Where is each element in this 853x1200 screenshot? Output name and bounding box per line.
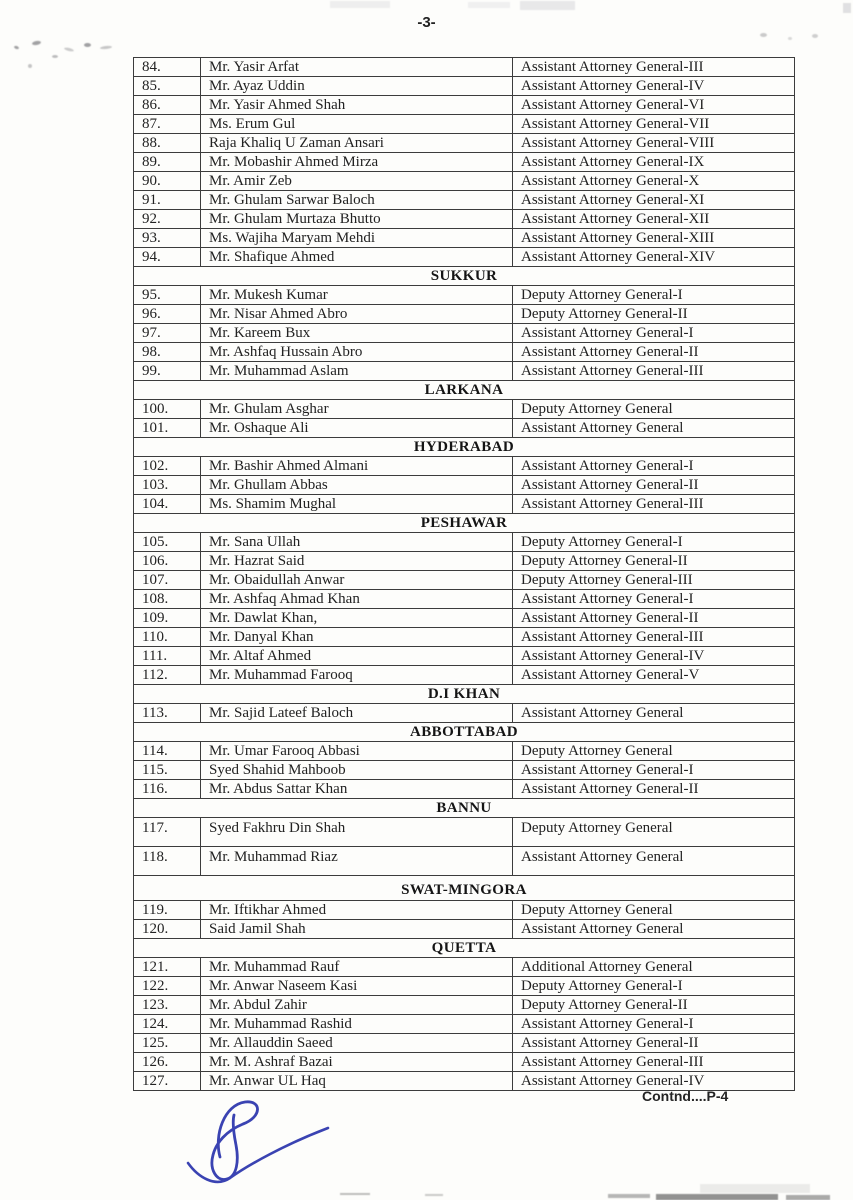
table-row <box>134 704 795 723</box>
serial-cell: 99. <box>134 362 201 381</box>
section-header-row <box>134 876 795 901</box>
table-row <box>134 847 795 876</box>
serial-cell: 85. <box>134 77 201 96</box>
serial-cell: 95. <box>134 286 201 305</box>
pencil-mark <box>812 34 818 38</box>
position-cell: Assistant Attorney General-IV <box>513 77 795 96</box>
serial-cell: 125. <box>134 1034 201 1053</box>
serial-cell: 111. <box>134 647 201 666</box>
serial-cell: 100. <box>134 400 201 419</box>
position-cell: Assistant Attorney General-III <box>513 628 795 647</box>
table-row <box>134 134 795 153</box>
section-city-cell: SUKKUR <box>134 267 795 286</box>
position-cell: Assistant Attorney General-VI <box>513 96 795 115</box>
position-cell: Assistant Attorney General-I <box>513 324 795 343</box>
name-cell: Mr. Anwar Naseem Kasi <box>201 977 513 996</box>
name-cell: Mr. Abdus Sattar Khan <box>201 780 513 799</box>
table-row <box>134 400 795 419</box>
table-row <box>134 210 795 229</box>
section-header-row <box>134 799 795 818</box>
serial-cell: 98. <box>134 343 201 362</box>
table-row <box>134 780 795 799</box>
serial-cell: 92. <box>134 210 201 229</box>
table-row <box>134 996 795 1015</box>
position-cell: Deputy Attorney General-II <box>513 552 795 571</box>
name-cell: Mr. Ashfaq Hussain Abro <box>201 343 513 362</box>
serial-cell: 113. <box>134 704 201 723</box>
table-row <box>134 552 795 571</box>
position-cell: Deputy Attorney General-II <box>513 305 795 324</box>
serial-cell: 103. <box>134 476 201 495</box>
table-row <box>134 1015 795 1034</box>
table-row <box>134 191 795 210</box>
name-cell: Mr. Allauddin Saeed <box>201 1034 513 1053</box>
section-header-row <box>134 514 795 533</box>
pencil-mark <box>28 64 32 68</box>
table-row <box>134 324 795 343</box>
name-cell: Mr. Ghulam Murtaza Bhutto <box>201 210 513 229</box>
position-cell: Assistant Attorney General-I <box>513 1015 795 1034</box>
name-cell: Syed Fakhru Din Shah <box>201 818 513 847</box>
position-cell: Deputy Attorney General-I <box>513 977 795 996</box>
name-cell: Mr. Muhammad Farooq <box>201 666 513 685</box>
position-cell: Assistant Attorney General-II <box>513 1034 795 1053</box>
position-cell: Assistant Attorney General-I <box>513 590 795 609</box>
serial-cell: 123. <box>134 996 201 1015</box>
serial-cell: 88. <box>134 134 201 153</box>
name-cell: Mr. Muhammad Rauf <box>201 958 513 977</box>
name-cell: Syed Shahid Mahboob <box>201 761 513 780</box>
pencil-mark <box>64 47 74 52</box>
table-row <box>134 901 795 920</box>
serial-cell: 118. <box>134 847 201 876</box>
position-cell: Assistant Attorney General-XIV <box>513 248 795 267</box>
serial-cell: 126. <box>134 1053 201 1072</box>
table-row <box>134 647 795 666</box>
section-city-cell: PESHAWAR <box>134 514 795 533</box>
section-header-row <box>134 267 795 286</box>
name-cell: Mr. Hazrat Said <box>201 552 513 571</box>
scan-smudge <box>843 3 851 13</box>
table-row <box>134 343 795 362</box>
scan-smudge <box>786 1195 830 1200</box>
serial-cell: 87. <box>134 115 201 134</box>
scan-smudge <box>656 1194 778 1200</box>
pencil-mark <box>32 40 42 46</box>
name-cell: Ms. Erum Gul <box>201 115 513 134</box>
table-row <box>134 1053 795 1072</box>
serial-cell: 117. <box>134 818 201 847</box>
position-cell: Assistant Attorney General-III <box>513 495 795 514</box>
serial-cell: 121. <box>134 958 201 977</box>
position-cell: Assistant Attorney General-II <box>513 609 795 628</box>
table-row <box>134 571 795 590</box>
name-cell: Mr. Danyal Khan <box>201 628 513 647</box>
name-cell: Mr. Dawlat Khan, <box>201 609 513 628</box>
table-row <box>134 58 795 77</box>
table-row <box>134 495 795 514</box>
serial-cell: 108. <box>134 590 201 609</box>
table-row <box>134 958 795 977</box>
serial-cell: 120. <box>134 920 201 939</box>
serial-cell: 116. <box>134 780 201 799</box>
section-header-row <box>134 438 795 457</box>
signature <box>168 1093 343 1193</box>
position-cell: Deputy Attorney General-III <box>513 571 795 590</box>
serial-cell: 96. <box>134 305 201 324</box>
serial-cell: 86. <box>134 96 201 115</box>
serial-cell: 102. <box>134 457 201 476</box>
name-cell: Mr. Iftikhar Ahmed <box>201 901 513 920</box>
position-cell: Assistant Attorney General-XIII <box>513 229 795 248</box>
position-cell: Assistant Attorney General <box>513 704 795 723</box>
table-row <box>134 533 795 552</box>
position-cell: Assistant Attorney General <box>513 847 795 876</box>
serial-cell: 114. <box>134 742 201 761</box>
position-cell: Deputy Attorney General <box>513 901 795 920</box>
position-cell: Assistant Attorney General-IV <box>513 647 795 666</box>
table-row <box>134 96 795 115</box>
position-cell: Assistant Attorney General-III <box>513 1053 795 1072</box>
serial-cell: 109. <box>134 609 201 628</box>
pencil-mark <box>52 55 58 58</box>
table-row <box>134 920 795 939</box>
position-cell: Deputy Attorney General <box>513 400 795 419</box>
name-cell: Mr. Kareem Bux <box>201 324 513 343</box>
name-cell: Mr. Nisar Ahmed Abro <box>201 305 513 324</box>
pencil-mark <box>788 37 792 40</box>
position-cell: Assistant Attorney General <box>513 920 795 939</box>
name-cell: Raja Khaliq U Zaman Ansari <box>201 134 513 153</box>
name-cell: Mr. Yasir Arfat <box>201 58 513 77</box>
serial-cell: 90. <box>134 172 201 191</box>
position-cell: Deputy Attorney General <box>513 818 795 847</box>
name-cell: Mr. Mobashir Ahmed Mirza <box>201 153 513 172</box>
table-row <box>134 761 795 780</box>
section-city-cell: LARKANA <box>134 381 795 400</box>
name-cell: Mr. Ashfaq Ahmad Khan <box>201 590 513 609</box>
table-row <box>134 419 795 438</box>
position-cell: Assistant Attorney General-III <box>513 58 795 77</box>
serial-cell: 122. <box>134 977 201 996</box>
position-cell: Assistant Attorney General-X <box>513 172 795 191</box>
name-cell: Mr. Mukesh Kumar <box>201 286 513 305</box>
signature-ink-icon <box>168 1093 343 1193</box>
serial-cell: 93. <box>134 229 201 248</box>
table-row <box>134 457 795 476</box>
position-cell: Assistant Attorney General-IX <box>513 153 795 172</box>
serial-cell: 124. <box>134 1015 201 1034</box>
table-row <box>134 362 795 381</box>
serial-cell: 89. <box>134 153 201 172</box>
name-cell: Mr. Anwar UL Haq <box>201 1072 513 1091</box>
position-cell: Assistant Attorney General-II <box>513 780 795 799</box>
name-cell: Mr. Muhammad Aslam <box>201 362 513 381</box>
name-cell: Ms. Shamim Mughal <box>201 495 513 514</box>
scan-smudge <box>425 1194 443 1196</box>
serial-cell: 94. <box>134 248 201 267</box>
name-cell: Mr. Ghullam Abbas <box>201 476 513 495</box>
position-cell: Assistant Attorney General-VII <box>513 115 795 134</box>
scan-smudge <box>608 1194 650 1198</box>
pencil-mark <box>100 45 112 49</box>
table-row <box>134 628 795 647</box>
pencil-mark <box>14 45 20 50</box>
name-cell: Mr. Ghulam Asghar <box>201 400 513 419</box>
name-cell: Mr. Ayaz Uddin <box>201 77 513 96</box>
name-cell: Mr. M. Ashraf Bazai <box>201 1053 513 1072</box>
name-cell: Mr. Shafique Ahmed <box>201 248 513 267</box>
table-row <box>134 115 795 134</box>
name-cell: Mr. Amir Zeb <box>201 172 513 191</box>
position-cell: Additional Attorney General <box>513 958 795 977</box>
name-cell: Mr. Umar Farooq Abbasi <box>201 742 513 761</box>
continuation-note: Contnd....P-4 <box>642 1088 729 1104</box>
position-cell: Assistant Attorney General-II <box>513 476 795 495</box>
section-city-cell: QUETTA <box>134 939 795 958</box>
serial-cell: 127. <box>134 1072 201 1091</box>
position-cell: Assistant Attorney General-I <box>513 457 795 476</box>
table-row <box>134 818 795 847</box>
section-header-row <box>134 723 795 742</box>
pencil-mark <box>760 33 767 37</box>
serial-cell: 105. <box>134 533 201 552</box>
position-cell: Assistant Attorney General-V <box>513 666 795 685</box>
name-cell: Mr. Muhammad Riaz <box>201 847 513 876</box>
name-cell: Mr. Oshaque Ali <box>201 419 513 438</box>
serial-cell: 112. <box>134 666 201 685</box>
table-row <box>134 305 795 324</box>
position-cell: Deputy Attorney General-I <box>513 533 795 552</box>
section-city-cell: ABBOTTABAD <box>134 723 795 742</box>
section-city-cell: SWAT-MINGORA <box>134 876 795 901</box>
name-cell: Mr. Ghulam Sarwar Baloch <box>201 191 513 210</box>
serial-cell: 101. <box>134 419 201 438</box>
table-row <box>134 248 795 267</box>
scan-smudge <box>700 1184 810 1193</box>
position-cell: Assistant Attorney General-I <box>513 761 795 780</box>
name-cell: Mr. Sajid Lateef Baloch <box>201 704 513 723</box>
table-row <box>134 286 795 305</box>
position-cell: Assistant Attorney General-III <box>513 362 795 381</box>
serial-cell: 107. <box>134 571 201 590</box>
name-cell: Mr. Sana Ullah <box>201 533 513 552</box>
serial-cell: 97. <box>134 324 201 343</box>
scan-smudge <box>468 2 510 8</box>
serial-cell: 119. <box>134 901 201 920</box>
position-cell: Deputy Attorney General-II <box>513 996 795 1015</box>
table-row <box>134 742 795 761</box>
serial-cell: 91. <box>134 191 201 210</box>
scan-smudge <box>330 1 390 8</box>
name-cell: Ms. Wajiha Maryam Mehdi <box>201 229 513 248</box>
name-cell: Mr. Yasir Ahmed Shah <box>201 96 513 115</box>
scan-smudge <box>520 1 575 10</box>
table-row <box>134 172 795 191</box>
page-number: -3- <box>417 14 436 31</box>
table-row <box>134 1034 795 1053</box>
attorneys-table <box>133 57 795 1091</box>
section-city-cell: BANNU <box>134 799 795 818</box>
attorneys-table-body <box>134 58 795 1091</box>
section-header-row <box>134 939 795 958</box>
position-cell: Deputy Attorney General-I <box>513 286 795 305</box>
name-cell: Mr. Obaidullah Anwar <box>201 571 513 590</box>
position-cell: Assistant Attorney General-XI <box>513 191 795 210</box>
position-cell: Assistant Attorney General <box>513 419 795 438</box>
table-row <box>134 666 795 685</box>
table-row <box>134 77 795 96</box>
section-header-row <box>134 381 795 400</box>
position-cell: Deputy Attorney General <box>513 742 795 761</box>
serial-cell: 104. <box>134 495 201 514</box>
section-city-cell: HYDERABAD <box>134 438 795 457</box>
scan-smudge <box>340 1193 370 1195</box>
name-cell: Mr. Altaf Ahmed <box>201 647 513 666</box>
table-row <box>134 153 795 172</box>
name-cell: Said Jamil Shah <box>201 920 513 939</box>
name-cell: Mr. Muhammad Rashid <box>201 1015 513 1034</box>
table-row <box>134 609 795 628</box>
position-cell: Assistant Attorney General-VIII <box>513 134 795 153</box>
position-cell: Assistant Attorney General-XII <box>513 210 795 229</box>
table-row <box>134 229 795 248</box>
section-city-cell: D.I KHAN <box>134 685 795 704</box>
position-cell: Assistant Attorney General-II <box>513 343 795 362</box>
serial-cell: 106. <box>134 552 201 571</box>
name-cell: Mr. Bashir Ahmed Almani <box>201 457 513 476</box>
position-cell: Assistant Attorney General-IV <box>513 1072 795 1091</box>
table-row <box>134 590 795 609</box>
name-cell: Mr. Abdul Zahir <box>201 996 513 1015</box>
pencil-mark <box>84 43 91 47</box>
serial-cell: 110. <box>134 628 201 647</box>
table-row <box>134 977 795 996</box>
table-row <box>134 476 795 495</box>
serial-cell: 115. <box>134 761 201 780</box>
serial-cell: 84. <box>134 58 201 77</box>
section-header-row <box>134 685 795 704</box>
